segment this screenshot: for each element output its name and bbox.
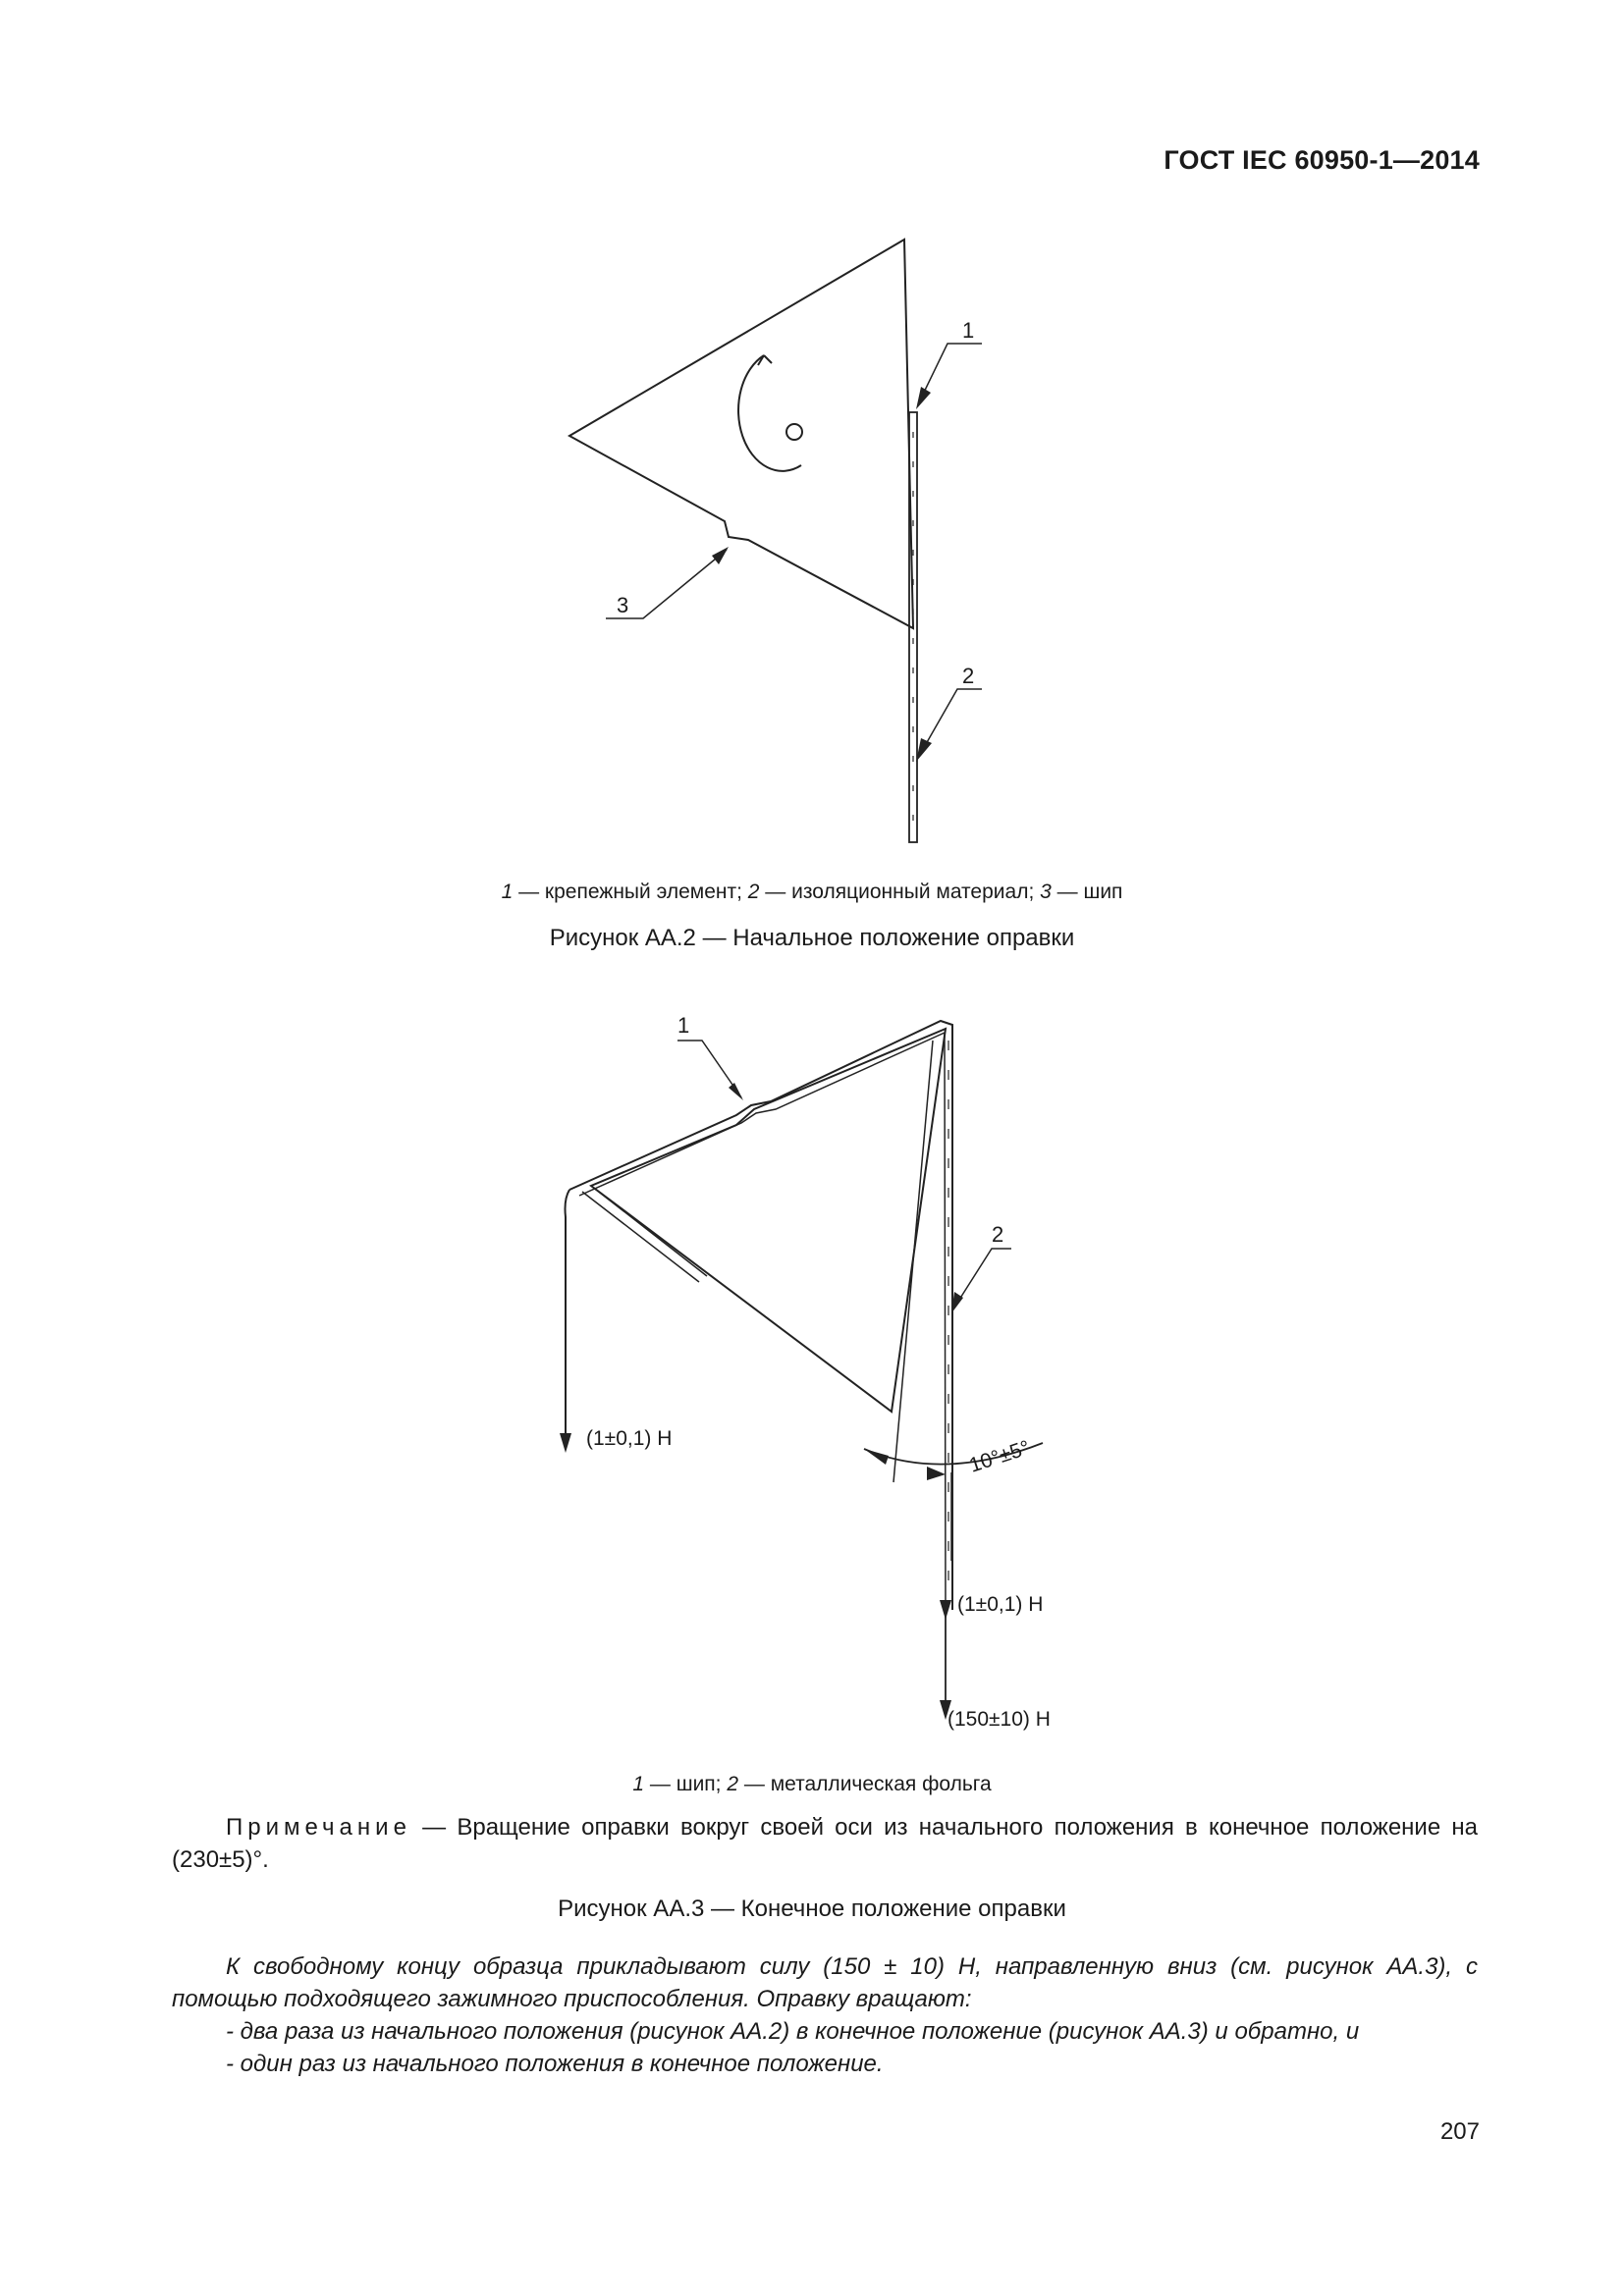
force-bottom-label: (150±10) Н [947, 1708, 1051, 1731]
callout-2: 2 [962, 664, 975, 688]
angle-label: 10°±5° [966, 1436, 1033, 1477]
leader-2 [952, 1249, 1011, 1310]
figure-aa3-legend: 1 — шип; 2 — металлическая фольга [632, 1773, 992, 1795]
mandrel-axis [786, 424, 802, 440]
document-header: ГОСТ IEC 60950-1—2014 [1164, 145, 1480, 175]
callout-2: 2 [992, 1222, 1004, 1247]
callout-1: 1 [677, 1013, 690, 1038]
callout-3: 3 [617, 593, 629, 617]
metal-foil [569, 1021, 952, 1610]
note-body: — Вращение оправки вокруг своей оси из начального положения в конечное положение на (230±5)°. [172, 1814, 1478, 1873]
page-number: 207 [1439, 2118, 1480, 2145]
figure-aa2-caption: Рисунок АА.2 — Начальное положение оправки [549, 925, 1075, 951]
body-paragraph: К свободному концу образца прикладывают силу (150 ± 10) Н, направленную вниз (см. рисунок АА.3), с помощью подходящего зажимного приспособления. Оправку вращают: [172, 1953, 1478, 2012]
figure-aa2-legend: 1 — крепежный элемент; 2 — изоляционный материал; 3 — шип [501, 881, 1123, 903]
force-left-label: (1±0,1) Н [586, 1427, 673, 1450]
note-heading: Примечание [226, 1814, 411, 1841]
list-item: - два раза из начального положения (рисунок АА.2) в конечное положение (рисунок АА.3) и обратно, и [226, 2018, 1360, 2045]
figure-aa3-caption: Рисунок АА.3 — Конечное положение оправки [558, 1896, 1066, 1922]
figure-aa2-drawing [0, 0, 1624, 864]
list-item: - один раз из начального положения в конечное положение. [226, 2051, 884, 2077]
figure-aa3-note [172, 1811, 1478, 1876]
force-mid-label: (1±0,1) Н [957, 1593, 1044, 1616]
rotation-arrow [738, 355, 801, 471]
mandrel-triangle [591, 1029, 946, 1412]
body-section [172, 1950, 1478, 2080]
callout-1: 1 [962, 318, 975, 343]
figure-aa3-drawing [0, 982, 1624, 1747]
